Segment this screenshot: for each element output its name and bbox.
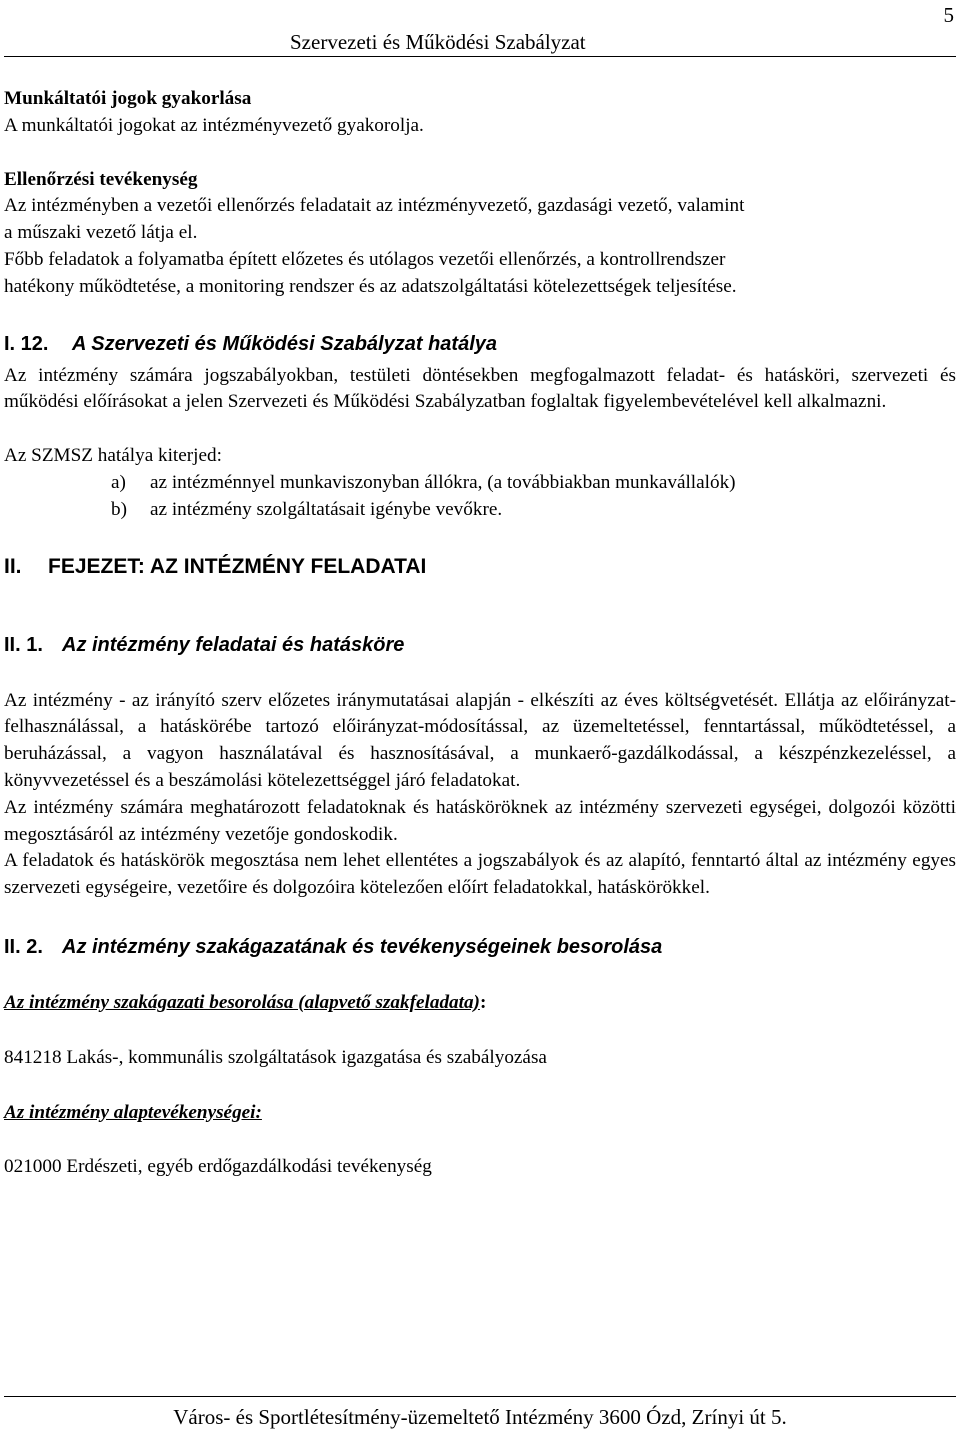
section-title: Az intézmény feladatai és hatásköre (62, 633, 405, 656)
control-text-line: Az intézményben a vezetői ellenőrzés feladatait az intézményvezető, gazdasági vezető, valamint (4, 195, 745, 217)
section-title: Az intézmény szakágazatának és tevékenységeinek besorolása (62, 935, 663, 958)
section-number: II. 1. (4, 633, 43, 656)
section-i12-heading (4, 331, 956, 357)
list-item (4, 470, 956, 497)
page-header (0, 0, 960, 58)
list-text: az intézmény szolgáltatásait igénybe vevőkre. (150, 498, 503, 520)
list-text: az intézménnyel munkaviszonyban állókra, (a továbbiakban munkavállalók) (150, 471, 736, 493)
employer-rights-heading: Munkáltatói jogok gyakorlása (4, 88, 252, 109)
chapter-title: FEJEZET: AZ INTÉZMÉNY FELADATAI (48, 554, 427, 578)
sector-label (4, 990, 956, 1017)
header-title: Szervezeti és Működési Szabályzat (290, 30, 586, 54)
list-item (4, 497, 956, 524)
list-marker: a) (111, 471, 126, 493)
list-marker: b) (111, 498, 127, 520)
employer-rights-text: A munkáltatói jogokat az intézményvezető gyakorolja. (4, 114, 424, 136)
tasks-paragraph: Az intézmény - az irányító szerv előzetes iránymutatásai alapján - elkészíti az éves költségvetését. Ellátja az előirányzat-felhasználással, a hatáskörébe tartozó előirányzat-módosítással, az üzemeltetéssel, fenntartással, működtetéssel, a beruházással, a vagyon használatával és hasznosításával, a munkaerő-gazdálkodással, a készpénzkezeléssel, a könyvvezetéssel és a beszámolási kötelezettséggel járó feladatokat. (4, 689, 956, 791)
control-text-line: hatékony működtetése, a monitoring rendszer és az adatszolgáltatási kötelezettségek teljesítése. (4, 275, 737, 297)
control-text-line: Főbb feladatok a folyamatba épített előzetes és utólagos vezetői ellenőrzés, a kontrollrendszer (4, 248, 726, 270)
section-title: A Szervezeti és Működési Szabályzat hatálya (72, 332, 497, 355)
sector-value: 841218 Lakás-, kommunális szolgáltatások igazgatása és szabályozása (4, 1046, 547, 1068)
tasks-paragraph: Az intézmény számára meghatározott feladatoknak és hatásköröknek az intézmény szervezeti egységei, dolgozói közötti megosztásáról az intézmény vezetője gondoskodik. (4, 796, 956, 845)
control-text-line: a műszaki vezető látja el. (4, 222, 198, 244)
tasks-paragraph: A feladatok és hatáskörök megosztása nem lehet ellentétes a jogszabályok és az alapító, fenntartó által az intézmény egyes szervezeti egységeire, vezetőire és dolgozóira kötelezően előírt feladatokkal, hatáskörökkel. (4, 850, 956, 899)
activities-value: 021000 Erdészeti, egyéb erdőgazdálkodási tevékenység (4, 1156, 432, 1178)
section-number: I. 12. (4, 332, 49, 355)
scope-paragraph: Az intézmény számára jogszabályokban, testületi döntésekben megfogalmazott feladat- és hatásköri, szervezeti és működési előírásokat a jelen Szervezeti és Működési Szabályzatban foglaltak figyelembevételével kell alkalmazni. (4, 364, 956, 413)
sector-label-text: Az intézmény szakágazati besorolása (alapvető szakfeladata) (4, 991, 480, 1013)
chapter-heading (4, 554, 956, 580)
scope-intro: Az SZMSZ hatálya kiterjed: (4, 445, 222, 467)
section-number: II. 2. (4, 935, 43, 958)
footer-text: Város- és Sportlétesítmény-üzemeltető Intézmény 3600 Ózd, Zrínyi út 5. (173, 1405, 787, 1429)
document-body (4, 86, 956, 1181)
activities-label: Az intézmény alaptevékenységei: (4, 1101, 262, 1123)
page-number: 5 (943, 3, 954, 27)
page-footer (4, 1396, 956, 1429)
sector-label-suffix: : (479, 991, 487, 1013)
section-ii1-heading (4, 632, 956, 658)
control-heading: Ellenőrzési tevékenység (4, 168, 198, 190)
section-ii2-heading (4, 934, 956, 960)
header-rule (4, 56, 956, 57)
footer-rule (4, 1396, 956, 1397)
chapter-number: II. (4, 554, 22, 578)
